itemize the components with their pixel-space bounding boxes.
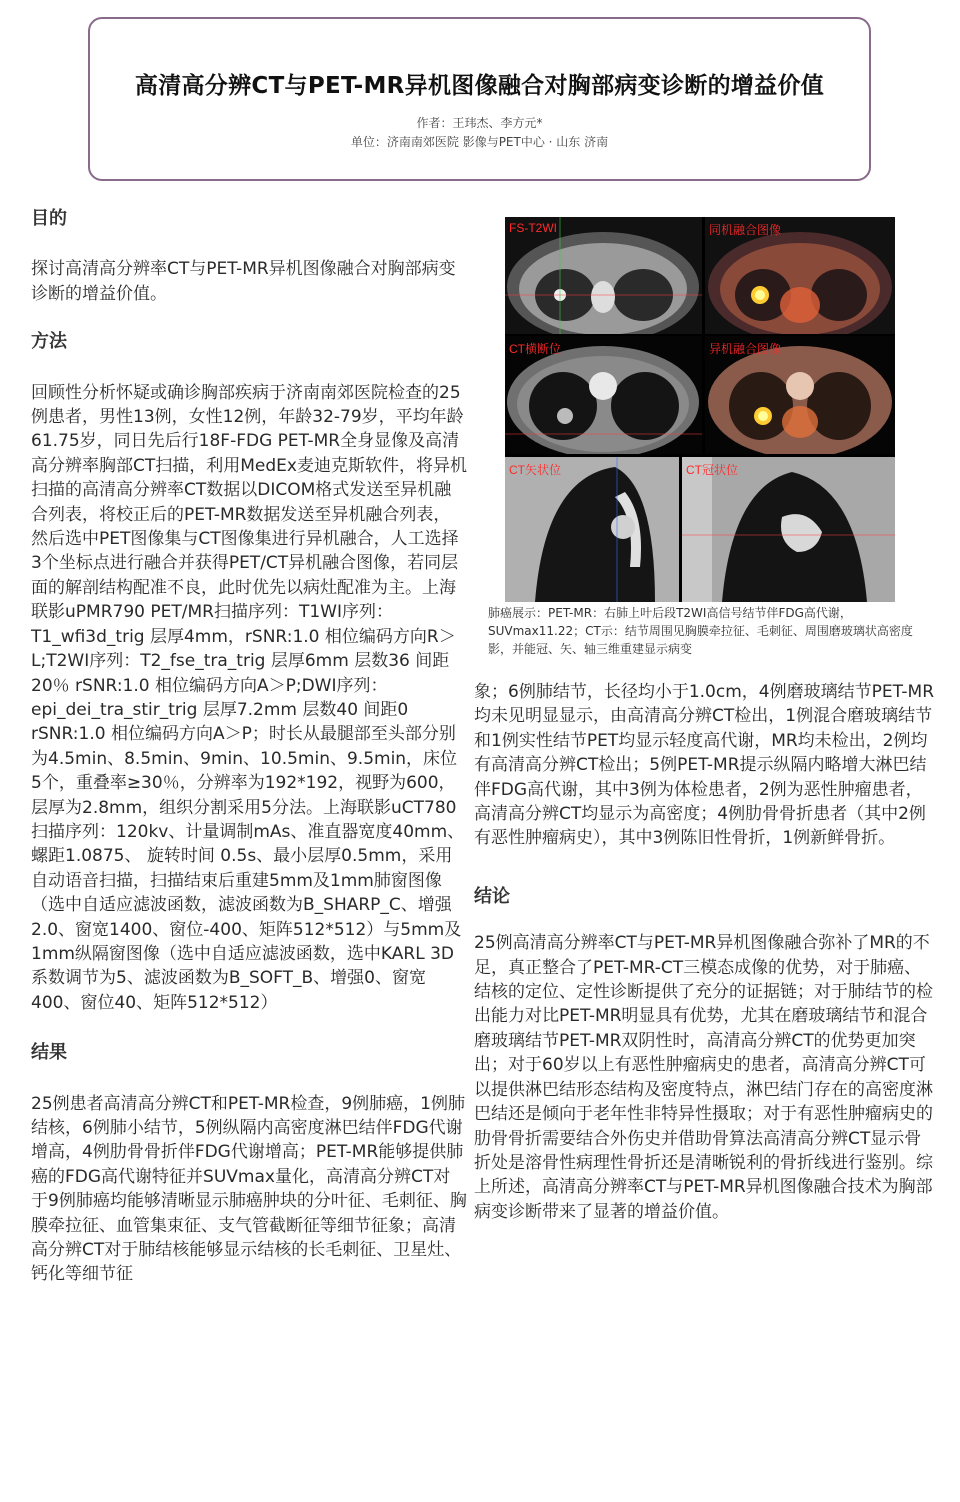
- label-fs-t2wi: FS-T2WI: [509, 221, 557, 235]
- purpose-heading: 目的: [31, 208, 67, 229]
- conclusion-text: 25例高清高分辨率CT与PET-MR异机图像融合弥补了MR的不足，真正整合了PET-MR-CT三模态成像的优势，对于肺癌、结核的定位、定性诊断提供了充分的证据链；对于肺结节的检出能力对比PET-MR明显具有优势，尤其在磨玻璃结节和混合磨玻璃结节PET-MR双阴性时，高清高分辨CT的优势更加突出；对于60岁以上有恶性肿瘤病史的患者，高清高分辨CT可以提供淋巴结形态结构及密度特点，淋巴结门存在的高密度淋巴结还是倾向于老年性非特异性摄取；对于有恶性肿瘤病史的肋骨骨折需要结合外伤史并借助骨算法高清高分辨CT显示骨折处是溶骨性病理性骨折还是清晰锐利的骨折线进行鉴别。综上所述，高清高分辨率CT与PET-MR异机图像融合技术为胸部病变诊断带来了显著的增益价值。: [474, 933, 933, 1222]
- label-ct-sagittal: CT矢状位: [509, 463, 561, 477]
- affiliation: 单位：济南南郊医院 影像与PET中心 · 山东 济南: [350, 135, 609, 149]
- panel-ct-coronal: [682, 457, 895, 602]
- panel-ct-sagittal: [505, 457, 679, 602]
- label-fusion-2: 异机融合图像: [709, 342, 782, 356]
- results-text-part1: 25例患者高清高分辨CT和PET-MR检查，9例肺癌，1例肺结核，6例肺小结节，5例纵隔内高密度淋巴结伴FDG代谢增高，4例肋骨骨折伴FDG代谢增高；PET-MR能够提供肺癌的FDG高代谢特征并SUVmax量化，高清高分辨CT对于9例肺癌均能够清晰显示肺癌肿块的分叶征、毛刺征、胸膜牵拉征、血管集束征、支气管截断征等细节征象；高清高分辨CT对于肺结核能够显示结核的长毛刺征、卫星灶、钙化等细节征: [31, 1093, 467, 1285]
- panel-ct-axial: [505, 336, 702, 454]
- authors: 作者：王玮杰、李方元*: [416, 116, 543, 130]
- label-ct-coronal: CT冠状位: [686, 463, 738, 477]
- methods-heading: 方法: [31, 331, 67, 353]
- results-text-part2: 象；6例肺结节，长径均小于1.0cm，4例磨玻璃结节PET-MR均未见明显显示，由高清高分辨CT检出，1例混合磨玻璃结节和1例实性结节PET均显示轻度高代谢，MR均未检出，2例均有高清高分辨CT检出；5例PET-MR提示纵隔内略增大淋巴结伴FDG高代谢，其中3例为体检患者，2例为恶性肿瘤患者，高清高分辨CT均显示为高密度；4例肋骨骨折患者（其中2例有恶性肿瘤病史），其中3例陈旧性骨折，1例新鲜骨折。: [474, 682, 935, 849]
- purpose-text: 探讨高清高分辨率CT与PET-MR异机图像融合对胸部病变诊断的增益价值。: [31, 259, 456, 304]
- methods-text: 回顾性分析怀疑或确诊胸部疾病于济南南郊医院检查的25例患者，男性13例，女性12例，年龄32-79岁，平均年龄61.75岁，同日先后行18F-FDG PET-MR全身显像及高清高分辨率胸部CT扫描，利用MedEx麦迪克斯软件，将异机扫描的高清高分辨率CT数据以DICOM格式发送至异机融合列表，将校正后的PET-MR数据发送至异机融合列表，然后选中PET图像集与CT图像集进行异机融合，人工选择3个坐标点进行融合并获得PET/CT异机融合图像，若同层面的解剖结构配准不良，此时优先以病灶配准为主。上海联影uPMR790 PET/MR扫描序列：T1WI序列：T1_wfi3d_trig 层厚4mm，rSNR:1.0 相位编码方向R＞L;T2WI序列：T2_fse_tra_trig 层厚6mm 层数36 间距20％ rSNR:1.0 相位编码方向A＞P;DWI序列：epi_dei_tra_stir_trig 层厚7.2mm 层数40 间距0 rSNR:1.0 相位编码方向A＞P；时长从最腿部至头部分别为4.5min、8.5min、9min、10.5min、9.5min，床位5个，重叠率≥30％，分辨率为192*192，视野为600，层厚为2.8mm，组织分割采用5分法。上海联影uCT780扫描序列：120kv、计量调制mAs、准直器宽度40mm、螺距1.0875、 旋转时间 0.5s、最小层厚0.5mm，采用自动语音扫描，扫描结束后重建5mm及1mm肺窗图像（选中自适应滤波函数，滤波函数为B_SHARP_C、增强2.0、窗宽1400、窗位-400、矩阵512*512）与5mm及1mm纵隔窗图像（选中自适应滤波函数，选中KARL 3D系数调节为5、滤波函数为B_SOFT_B、增强0、窗宽400、窗位40、矩阵512*512）: [31, 382, 467, 1013]
- figure-caption: 肺癌展示：PET-MR：右肺上叶后段T2WI高信号结节伴FDG高代谢，SUVmax11.22；CT示：结节周围见胸膜牵拉征、毛刺征、周围磨玻璃状高密度影，并能冠、矢、轴三维重建显示病变: [488, 606, 913, 656]
- left-column: [31, 207, 467, 1287]
- panel-fusion-1: [705, 217, 895, 334]
- panel-fs-t2wi: [505, 217, 702, 334]
- poster-header: [88, 17, 871, 181]
- conclusion-heading: 结论: [474, 885, 510, 907]
- figure-image-panel: [505, 217, 895, 602]
- label-fusion-1: 同机融合图像: [709, 223, 782, 237]
- ct-sagittal-image: [505, 457, 679, 602]
- label-ct-axial: CT横断位: [509, 342, 561, 356]
- ct-coronal-image: [682, 457, 895, 602]
- right-column: [474, 680, 934, 1224]
- panel-fusion-2: [705, 336, 895, 454]
- results-heading: 结果: [31, 1042, 67, 1064]
- poster-title: 高清高分辨CT与PET-MR异机图像融合对胸部病变诊断的增益价值: [134, 73, 825, 99]
